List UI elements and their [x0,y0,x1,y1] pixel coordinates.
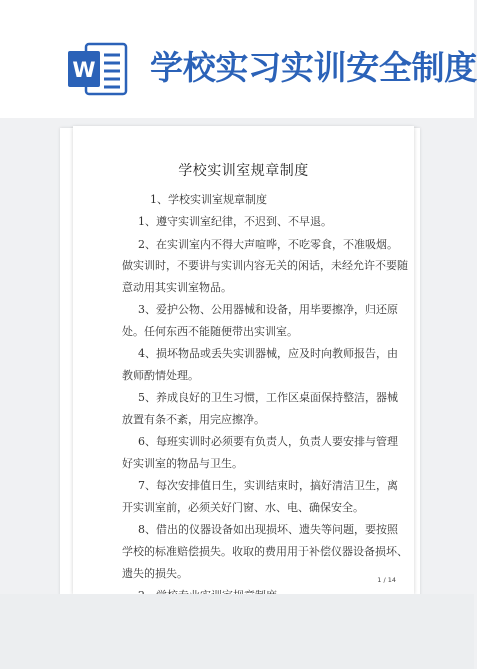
document-title: 学校实训室规章制度 [178,163,309,179]
body-line: 处。任何东西不能随便带出实训室。 [122,325,298,338]
bottom-area [0,594,474,669]
body-line: 学校的标准赔偿损失。收取的费用用于补偿仪器设备损坏、 [122,545,408,558]
document-page [73,126,414,594]
body-line: 意动用其实训室物品。 [122,281,232,294]
body-line: 好实训室的物品与卫生。 [122,457,243,470]
body-line: 4、损坏物品或丢失实训器械，应及时向教师报告，由 [138,347,398,360]
body-line: 1、学校实训室规章制度 [150,193,267,206]
body-line: 遗失的损失。 [122,567,188,580]
body-line: 教师酌情处理。 [122,369,199,382]
body-line: 开实训室前，必须关好门窗、水、电、确保安全。 [122,501,364,514]
body-line: 2、在实训室内不得大声喧哗，不吃零食，不准吸烟。 [138,238,398,251]
body-line: 7、每次安排值日生，实训结束时，搞好清洁卫生，离 [138,479,398,492]
body-line: 5、养成良好的卫生习惯，工作区桌面保持整洁，器械 [138,391,398,404]
body-line: 8、借出的仪器设备如出现损坏、遗失等问题，要按照 [138,523,398,536]
word-icon [66,42,128,96]
body-line: 6、每班实训时必须要有负责人，负责人要安排与管理 [138,435,398,448]
header-banner [0,0,477,118]
body-line: 1、遵守实训室纪律，不迟到、不早退。 [138,215,332,228]
page-indicator: 1 / 14 [377,576,396,584]
word-icon-letter: W [72,58,96,82]
body-line: 做实训时，不要讲与实训内容无关的闲话，未经允许不要随 [122,259,408,272]
banner-title: 学校实习实训安全制度 [150,48,477,87]
body-line: 3、爱护公物、公用器械和设备，用毕要擦净，归还原 [138,303,398,316]
body-line: 放置有条不紊，用完应擦净。 [122,413,265,426]
